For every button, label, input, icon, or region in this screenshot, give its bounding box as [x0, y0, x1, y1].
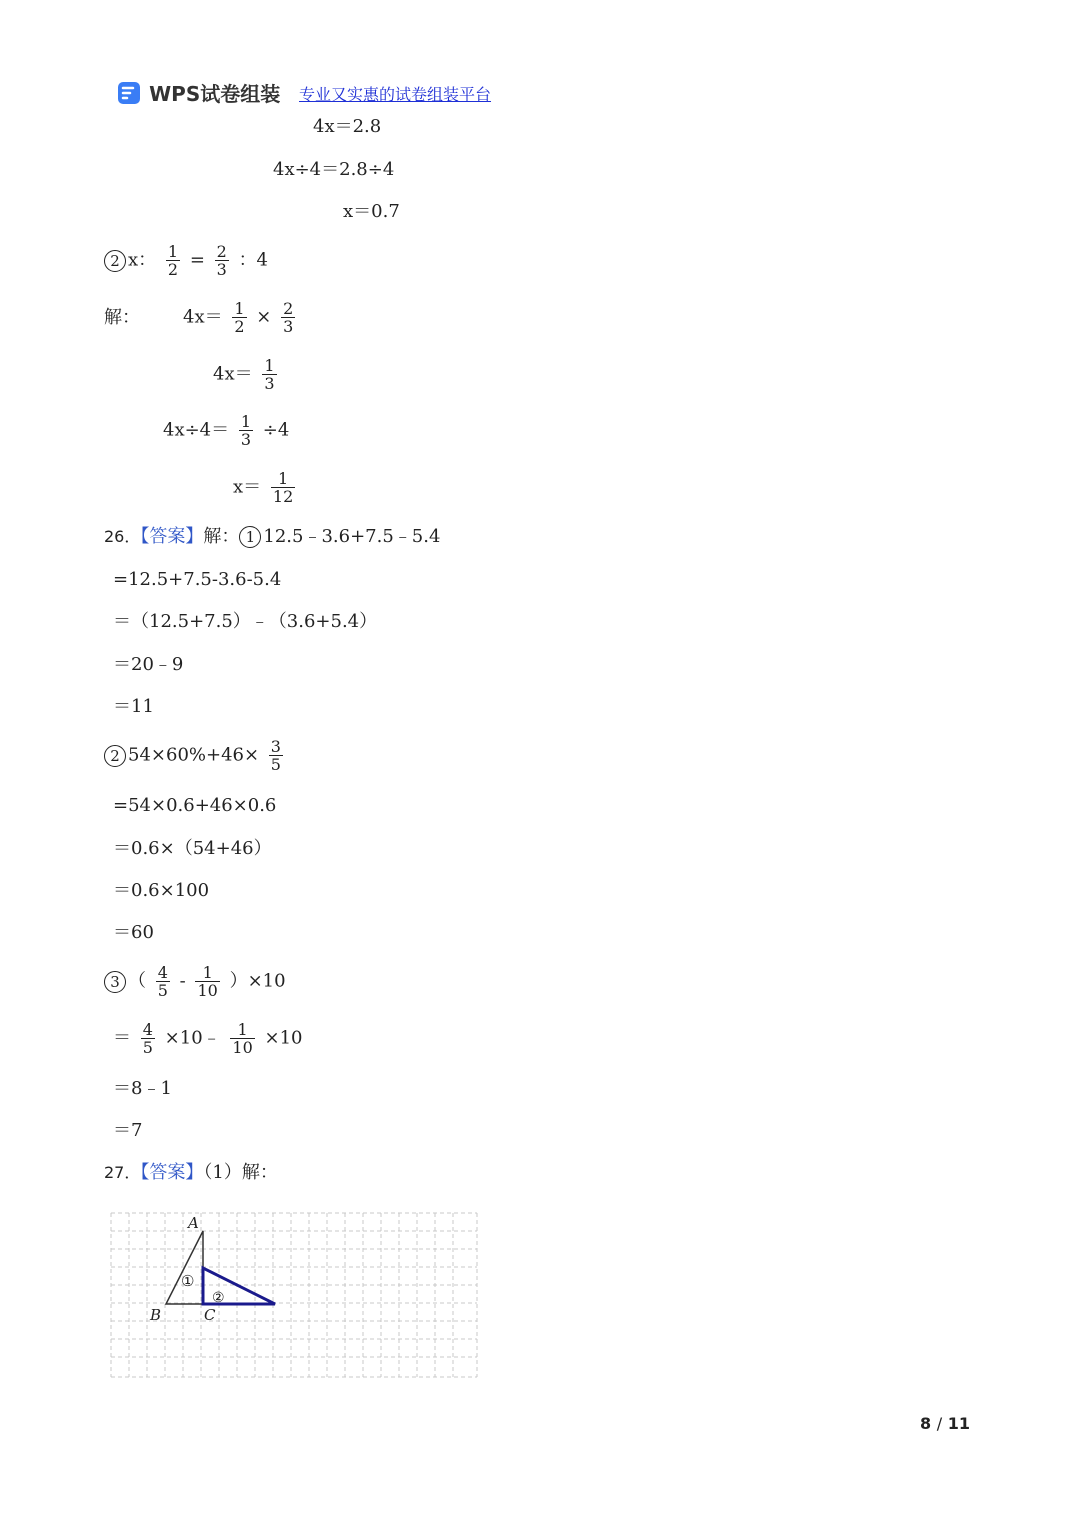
q26-part2: 2 54×60%+46× $\frac{3}{5}$	[104, 738, 287, 773]
eq2-step1: 4x＝ $\frac{1}{2}$ × $\frac{2}{3}$	[183, 299, 294, 336]
fraction: $\frac{2}{3}$	[216, 242, 227, 279]
q26-step: =54×0.6+46×0.6	[113, 795, 277, 816]
fraction: $\frac{1}{12}$	[272, 469, 294, 506]
header-link[interactable]: 专业又实惠的试卷组装平台	[299, 85, 492, 104]
circle-number: 3	[104, 971, 126, 993]
fraction: $\frac{4}{5}$	[142, 1020, 153, 1057]
eq1-line3: x＝0.7	[343, 201, 400, 222]
grid-figure	[108, 1210, 480, 1380]
grid-lines	[111, 1213, 477, 1377]
fraction: $\frac{1}{3}$	[264, 356, 275, 393]
current-page: 8	[920, 1414, 932, 1433]
header	[118, 78, 280, 107]
q26-step: ＝0.6×100	[113, 880, 210, 901]
circle-number: 1	[239, 526, 261, 548]
eq2-step2: 4x＝ $\frac{1}{3}$	[213, 356, 275, 393]
fraction: $\frac{4}{5}$	[157, 963, 168, 1000]
q26-step: ＝60	[113, 922, 154, 943]
fraction: $\frac{1}{10}$	[232, 1020, 253, 1057]
eq2-equals: =	[189, 249, 205, 271]
page-separator: /	[936, 1414, 943, 1433]
q26-part3-step1: ＝ $\frac{4}{5}$ ×10﹣ $\frac{1}{10}$ ×10	[113, 1020, 303, 1057]
eq1-line2: 4x÷4＝2.8÷4	[273, 159, 395, 180]
q27-header: 27．【答案】（1）解：	[104, 1162, 278, 1183]
fraction: $\frac{1}{10}$	[197, 963, 218, 1000]
label-c: C	[204, 1306, 216, 1324]
question-number: 27．	[104, 1163, 141, 1182]
q26-step: =12.5+7.5-3.6-5.4	[113, 569, 282, 590]
wps-logo-icon	[118, 82, 140, 104]
circle-number: 2	[104, 250, 126, 272]
fraction: $\frac{1}{3}$	[240, 412, 252, 449]
label-a: A	[188, 1214, 199, 1232]
question-number: 26．	[104, 527, 141, 546]
eq2-tail: ：4	[238, 249, 269, 271]
circle-number: 2	[104, 745, 126, 767]
eq2-problem	[104, 243, 268, 278]
solve-label: 解：	[104, 307, 140, 328]
eq1-line1: 4x＝2.8	[313, 116, 382, 137]
q26-step: ＝7	[113, 1120, 143, 1141]
label-b: B	[150, 1306, 162, 1324]
region-2-label: ②	[212, 1290, 225, 1306]
q26-step: ＝20﹣9	[113, 654, 184, 675]
total-pages: 11	[947, 1414, 970, 1433]
answer-tag: 【答案】	[140, 1162, 204, 1183]
q26-step: ＝8﹣1	[113, 1078, 172, 1099]
header-logo-text: WPS试卷组装	[149, 82, 281, 106]
answer-tag: 【答案】	[140, 526, 204, 547]
region-1-label: ①	[181, 1272, 195, 1290]
fraction: $\frac{2}{3}$	[283, 299, 294, 336]
q26-step: ＝0.6×（54+46）	[113, 838, 272, 859]
page-number	[920, 1414, 970, 1433]
q26-step: ＝11	[113, 696, 154, 717]
eq2-label: x：	[128, 249, 157, 271]
eq2-step4: x＝ $\frac{1}{12}$	[233, 469, 294, 506]
fraction: $\frac{3}{5}$	[270, 737, 281, 774]
fraction: $\frac{1}{2}$	[167, 242, 179, 279]
q26-part3: 3 （ $\frac{4}{5}$ - $\frac{1}{10}$ ）×10	[104, 964, 286, 999]
eq2-step3: 4x÷4＝ $\frac{1}{3}$ ÷4	[163, 412, 290, 449]
fraction: $\frac{1}{2}$	[234, 299, 245, 336]
q26-step: ＝（12.5+7.5）﹣（3.6+5.4）	[113, 611, 378, 632]
q26-header: 26．【答案】解： 1 12.5﹣3.6+7.5﹣5.4	[104, 526, 441, 547]
